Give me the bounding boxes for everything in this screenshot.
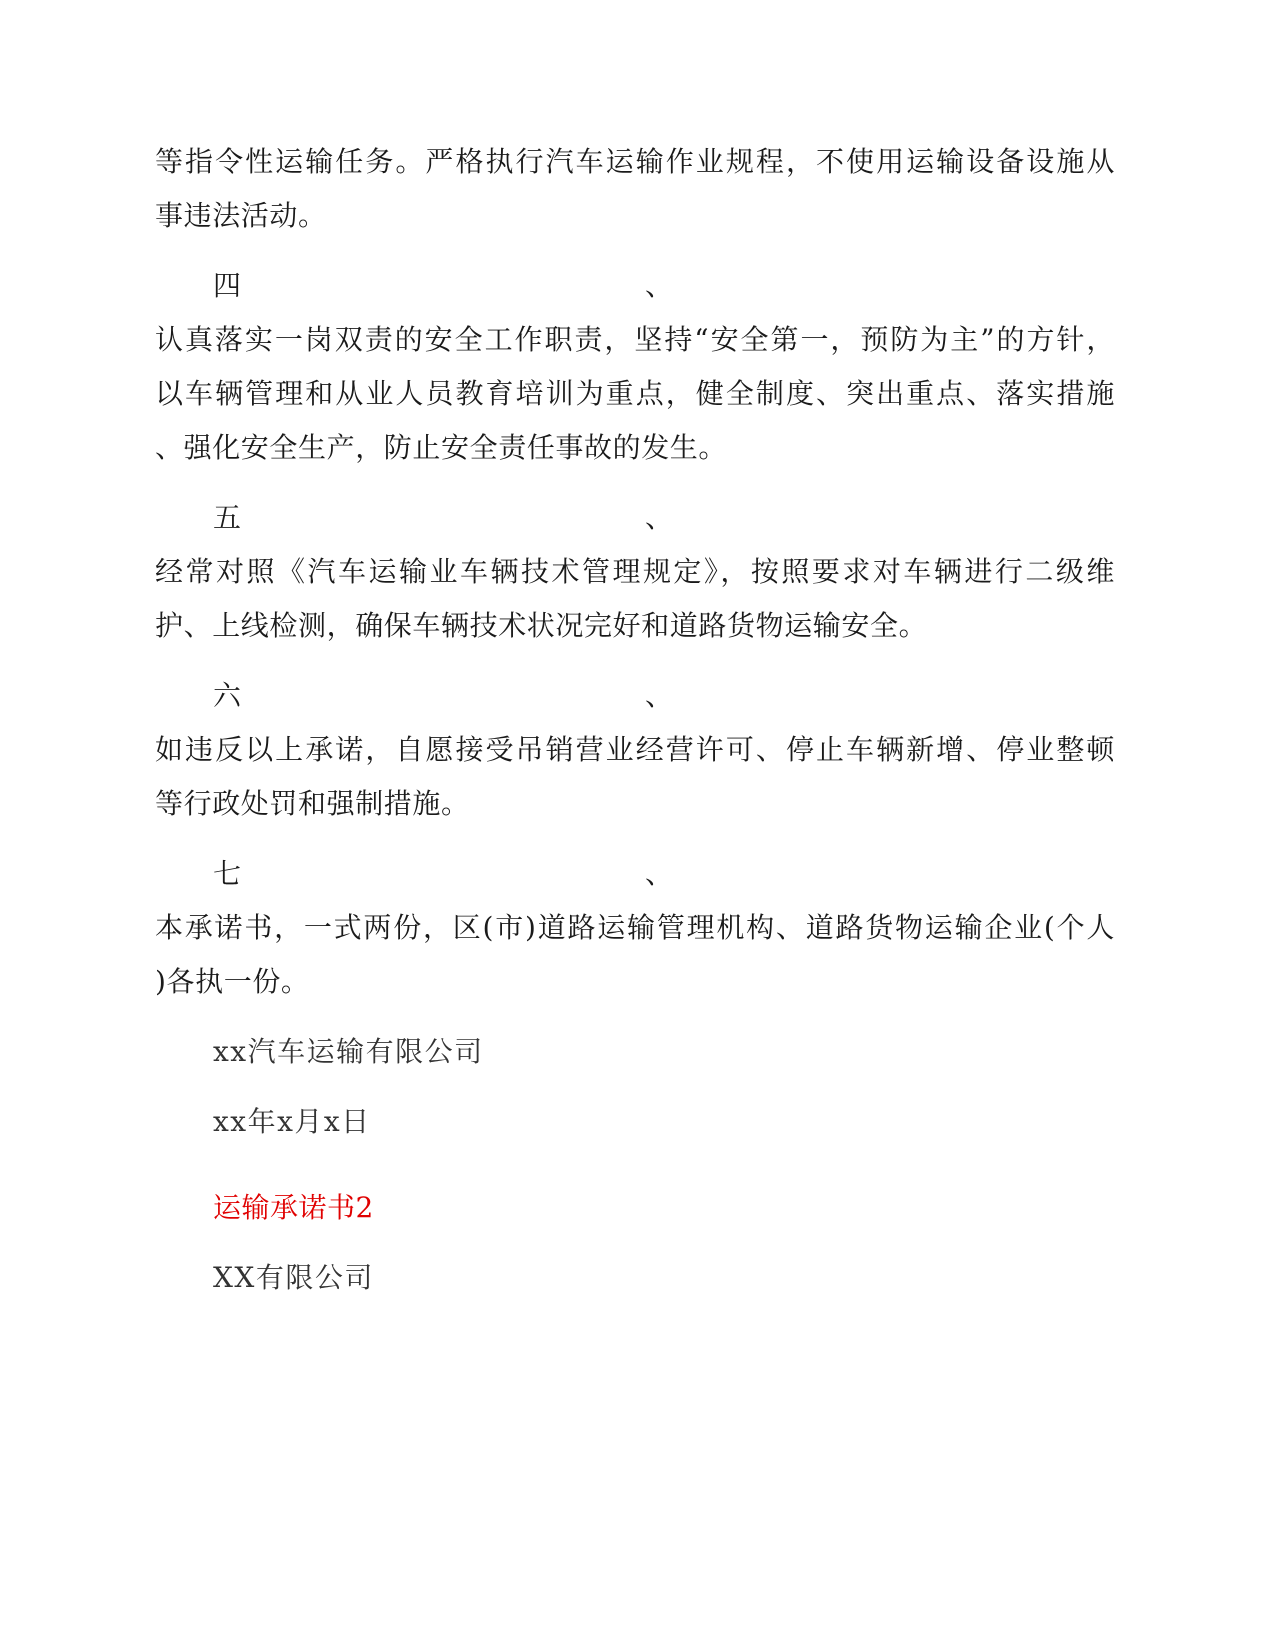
item5-separator: 、	[644, 501, 673, 534]
item4-line1: 认真落实一岗双责的安全工作职责，坚持“安全第一，预防为主”的方针，	[155, 323, 1115, 356]
recipient-line: XX有限公司	[213, 1261, 374, 1294]
item4-line2: 以车辆管理和从业人员教育培训为重点，健全制度、突出重点、落实措施	[155, 377, 1115, 410]
item5-number: 五	[213, 501, 242, 534]
item7-line2: )各执一份。	[155, 965, 310, 998]
item4-separator: 、	[644, 269, 673, 302]
item6-line2: 等行政处罚和强制措施。	[155, 787, 470, 820]
item5-line2: 护、上线检测，确保车辆技术状况完好和道路货物运输安全。	[155, 609, 928, 642]
section-title: 运输承诺书2	[213, 1191, 374, 1224]
signature-company: xx汽车运输有限公司	[213, 1035, 484, 1068]
para3-line1: 等指令性运输任务。严格执行汽车运输作业规程，不使用运输设备设施从	[155, 145, 1115, 178]
item6-line1: 如违反以上承诺，自愿接受吊销营业经营许可、停止车辆新增、停业整顿	[155, 733, 1115, 766]
item4-number: 四	[213, 269, 242, 302]
item7-separator: 、	[644, 857, 673, 890]
item6-number: 六	[213, 679, 242, 712]
item6-separator: 、	[644, 679, 673, 712]
item7-line1: 本承诺书，一式两份，区(市)道路运输管理机构、道路货物运输企业(个人	[155, 911, 1115, 944]
para3-line2: 事违法活动。	[155, 199, 327, 232]
item7-number: 七	[213, 857, 242, 890]
item4-line3: 、强化安全生产，防止安全责任事故的发生。	[155, 431, 728, 464]
item5-line1: 经常对照《汽车运输业车辆技术管理规定》，按照要求对车辆进行二级维	[155, 555, 1115, 588]
signature-date: xx年x月x日	[213, 1105, 371, 1138]
